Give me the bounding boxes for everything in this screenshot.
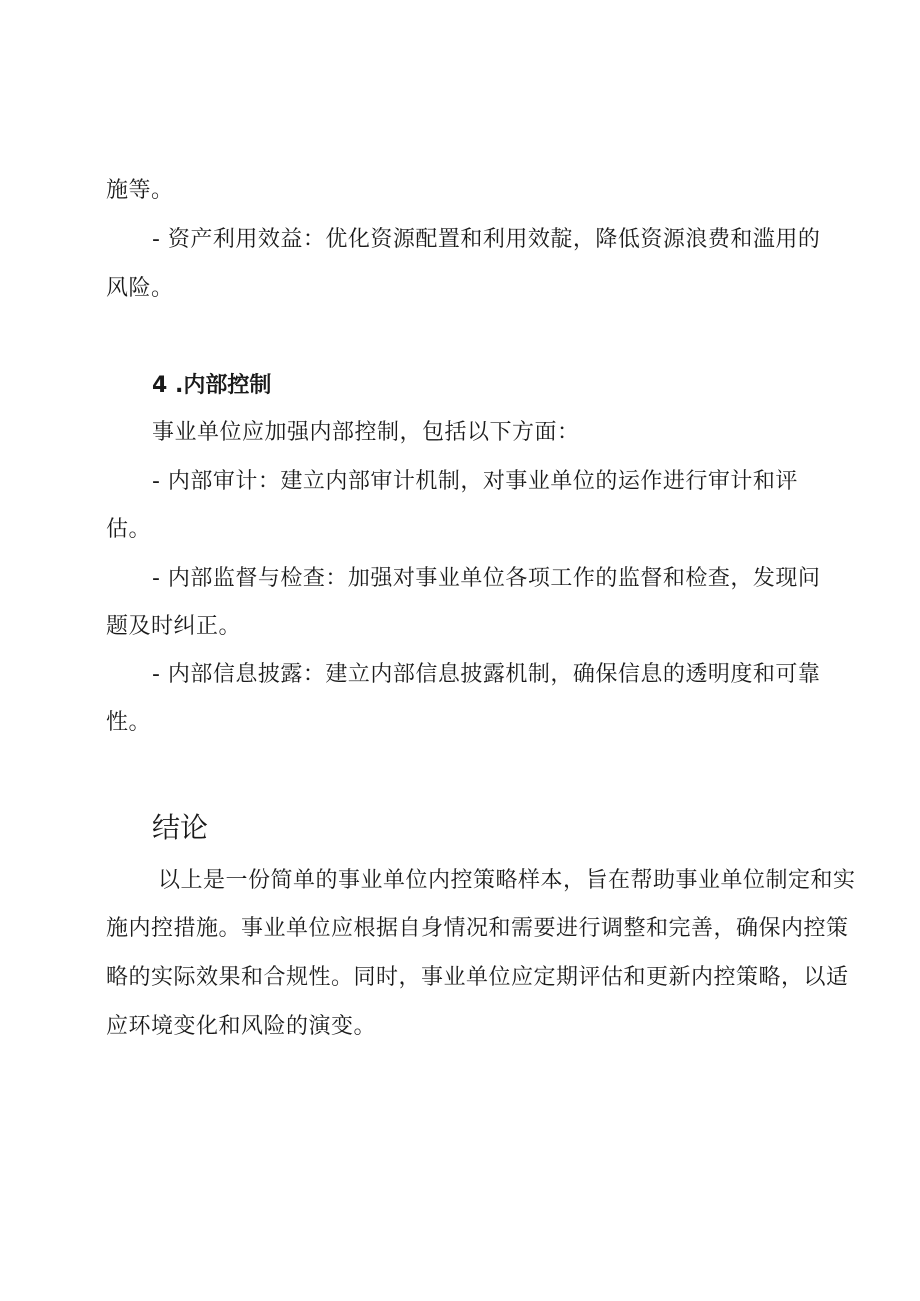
paragraph-continuation: 施等。 [106, 178, 174, 203]
conclusion-line-3: 略的实际效果和合规性。同时，事业单位应定期评估和更新内控策略，以适 [106, 965, 849, 990]
bullet-disclosure-line2: 性。 [106, 710, 152, 735]
bullet-internal-audit-line2: 估。 [106, 517, 152, 542]
section-heading-internal-control: 4 .内部控制 [152, 373, 272, 398]
conclusion-line-2: 施内控措施。事业单位应根据自身情况和需要进行调整和完善，确保内控策 [106, 916, 849, 941]
bullet-asset-efficiency-line1: - 资产利用效益：优化资源配置和利用效靛，降低资源浪费和滥用的 [152, 227, 821, 252]
conclusion-line-1: 以上是一份简单的事业单位内控策略样本，旨在帮助事业单位制定和实 [158, 868, 856, 893]
bullet-internal-audit-line1: - 内部审计：建立内部审计机制，对事业单位的运作进行审计和评 [152, 469, 798, 494]
section-intro: 事业单位应加强内部控制，包括以下方面： [152, 420, 580, 445]
bullet-supervision-line2: 题及时纠正。 [106, 614, 242, 639]
conclusion-line-4: 应环境变化和风险的演变。 [106, 1014, 377, 1039]
bullet-disclosure-line1: - 内部信息披露：建立内部信息披露机制，确保信息的透明度和可靠 [152, 662, 821, 687]
bullet-asset-efficiency-line2: 风险。 [106, 276, 174, 301]
conclusion-heading: 结论 [152, 811, 209, 844]
bullet-supervision-line1: - 内部监督与检查：加强对事业单位各项工作的监督和检查，发现问 [152, 566, 821, 591]
